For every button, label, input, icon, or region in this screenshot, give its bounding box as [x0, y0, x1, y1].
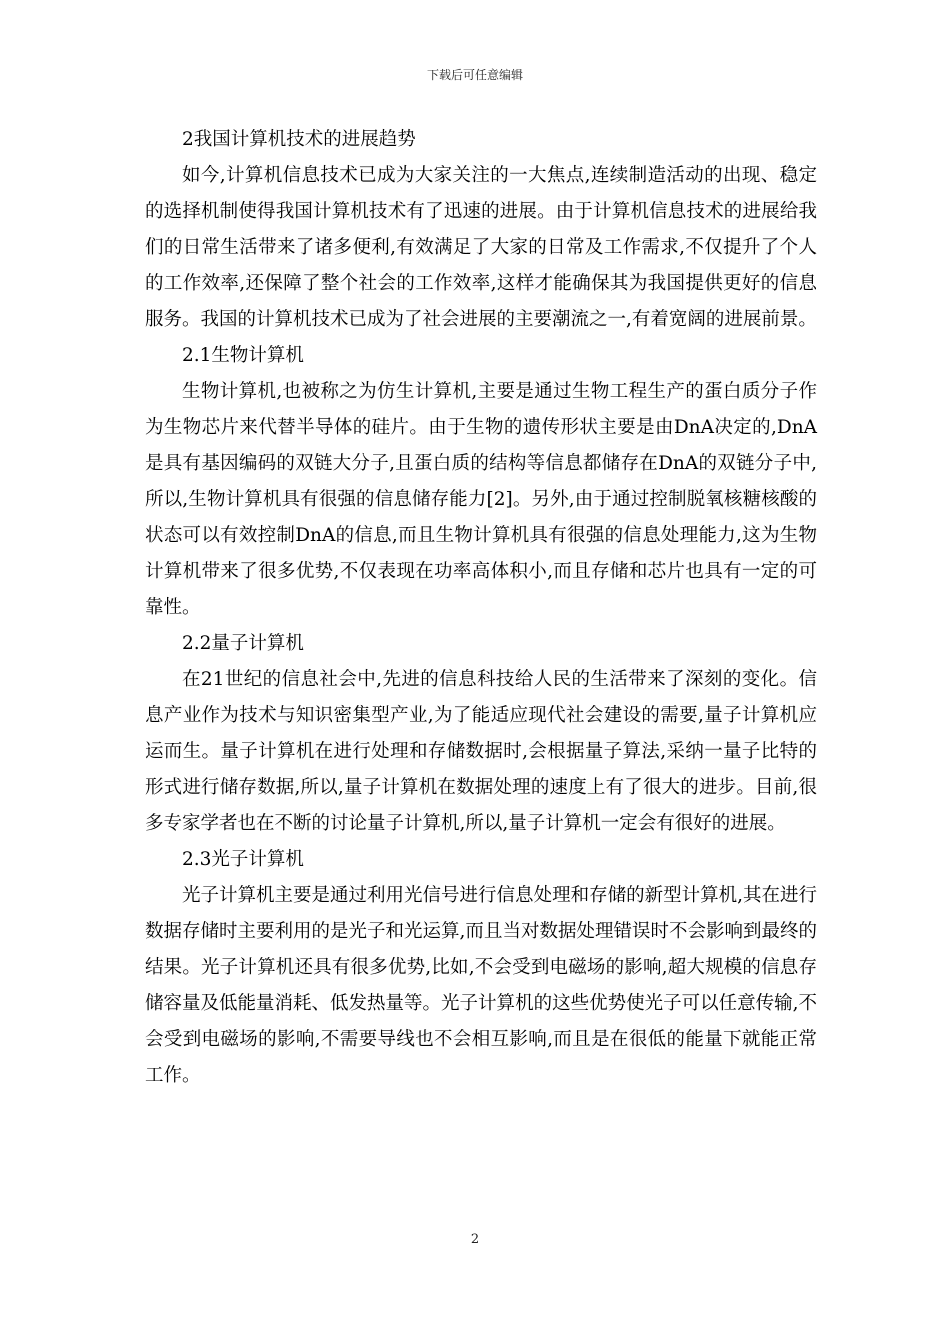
section-heading-quantum: 2.2量子计算机	[182, 633, 304, 654]
section-heading-photonic: 2.3光子计算机	[182, 849, 304, 870]
section-heading-main: 2我国计算机技术的进展趋势	[182, 129, 416, 150]
quantum-paragraph: 在21世纪的信息社会中,先进的信息科技给人民的生活带来了深刻的变化。信息产业作为技术与知识密集型产业,为了能适应现代社会建设的需要,量子计算机应运而生。量子计算机在进行处理和存储数据时,会根据量子算法,采纳一量子比特的形式进行储存数据,所以,量子计算机在数据处理的速度上有了很大的进步。目前,很多专家学者也在不断的讨论量子计算机,所以,量子计算机一定会有很好的进展。	[145, 669, 817, 834]
section-heading-biocomputer: 2.1生物计算机	[182, 345, 304, 366]
page-header: 下载后可任意编辑	[426, 68, 523, 82]
page-number: 2	[470, 1232, 480, 1247]
biocomputer-paragraph: 生物计算机,也被称之为仿生计算机,主要是通过生物工程生产的蛋白质分子作为生物芯片来代替半导体的硅片。由于生物的遗传形状主要是由DnA决定的,DnA是具有基因编码的双链大分子,且蛋白质的结构等信息都储存在DnA的双链分子中,所以,生物计算机具有很强的信息储存能力[2]。另外,由于通过控制脱氧核糖核酸的状态可以有效控制DnA的信息,而且生物计算机具有很强的信息处理能力,这为生物计算机带来了很多优势,不仅表现在功率高体积小,而且存储和芯片也具有一定的可靠性。	[145, 381, 817, 618]
intro-paragraph: 如今,计算机信息技术已成为大家关注的一大焦点,连续制造活动的出现、稳定的选择机制使得我国计算机技术有了迅速的进展。由于计算机信息技术的进展给我们的日常生活带来了诸多便利,有效满足了大家的日常及工作需求,不仅提升了个人的工作效率,还保障了整个社会的工作效率,这样才能确保其为我国提供更好的信息服务。我国的计算机技术已成为了社会进展的主要潮流之一,有着宽阔的进展前景。	[145, 165, 817, 330]
photonic-paragraph: 光子计算机主要是通过利用光信号进行信息处理和存储的新型计算机,其在进行数据存储时主要利用的是光子和光运算,而且当对数据处理错误时不会影响到最终的结果。光子计算机还具有很多优势,比如,不会受到电磁场的影响,超大规模的信息存储容量及低能量消耗、低发热量等。光子计算机的这些优势使光子可以任意传输,不会受到电磁场的影响,不需要导线也不会相互影响,而且是在很低的能量下就能正常工作。	[145, 885, 817, 1086]
document-body	[145, 122, 817, 1094]
